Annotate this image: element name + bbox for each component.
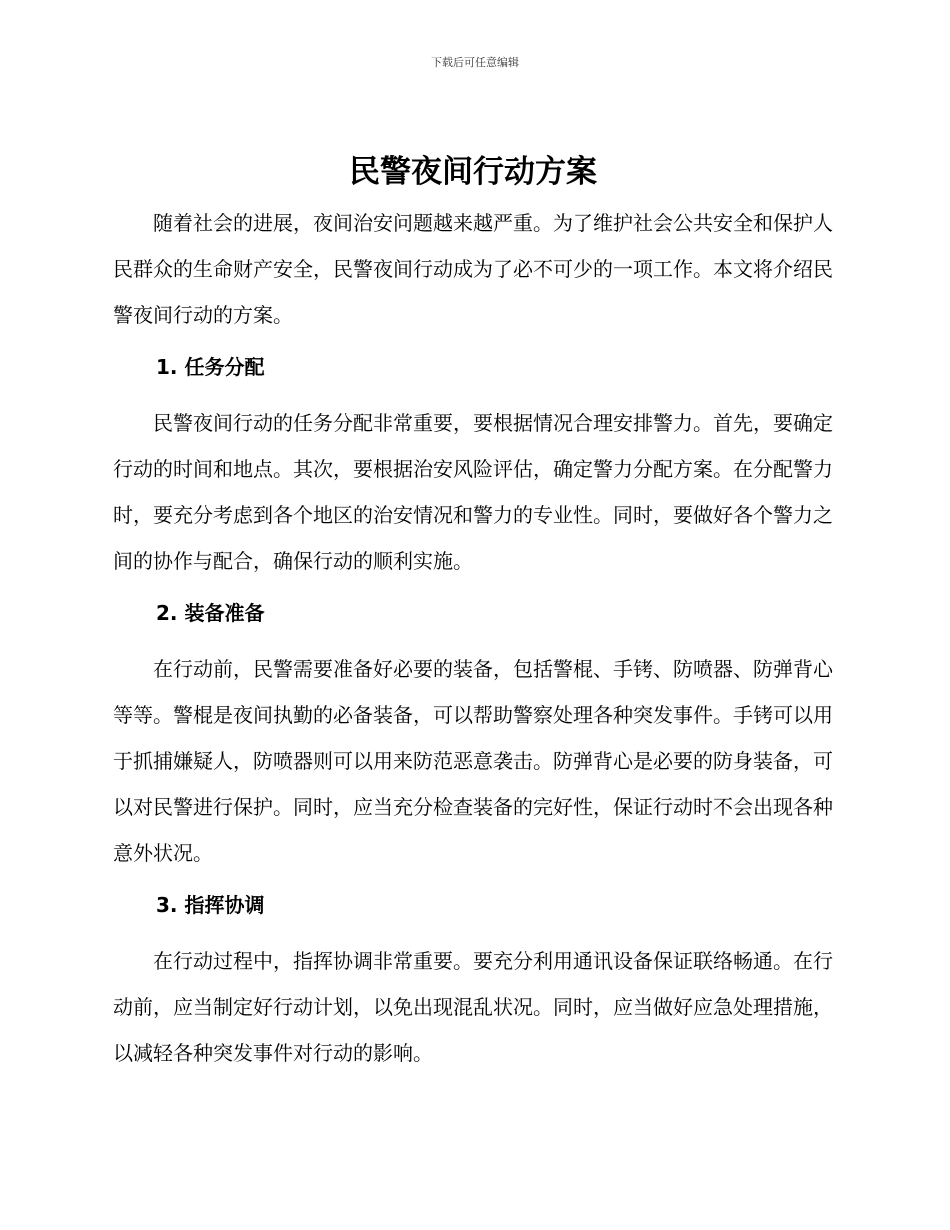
- section-heading-equipment: 2. 装备准备: [156, 601, 265, 625]
- intro-paragraph: 随着社会的进展，夜间治安问题越来越严重。为了维护社会公共安全和保护人民群众的生命财产安全，民警夜间行动成为了必不可少的一项工作。本文将介绍民警夜间行动的方案。: [113, 211, 833, 327]
- document-body: [113, 150, 833, 1076]
- section-heading-task-allocation: 1. 任务分配: [156, 355, 265, 379]
- section-body-equipment: 在行动前，民警需要准备好必要的装备，包括警棍、手铐、防喷器、防弹背心等等。警棍是夜间执勤的必备装备，可以帮助警察处理各种突发事件。手铐可以用于抓捕嫌疑人，防喷器则可以用来防范恶意袭击。防弹背心是必要的防身装备，可以对民警进行保护。同时，应当充分检查装备的完好性，保证行动时不会出现各种意外状况。: [113, 657, 833, 865]
- document-title: 民警夜间行动方案: [349, 154, 597, 190]
- page-header-note: 下载后可任意编辑: [431, 56, 519, 69]
- section-body-command: 在行动过程中，指挥协调非常重要。要充分利用通讯设备保证联络畅通。在行动前，应当制定好行动计划，以免出现混乱状况。同时，应当做好应急处理措施，以减轻各种突发事件对行动的影响。: [113, 949, 833, 1065]
- section-heading-command: 3. 指挥协调: [156, 893, 265, 917]
- section-body-task-allocation: 民警夜间行动的任务分配非常重要，要根据情况合理安排警力。首先，要确定行动的时间和地点。其次，要根据治安风险评估，确定警力分配方案。在分配警力时，要充分考虑到各个地区的治安情况和警力的专业性。同时，要做好各个警力之间的协作与配合，确保行动的顺利实施。: [113, 411, 833, 573]
